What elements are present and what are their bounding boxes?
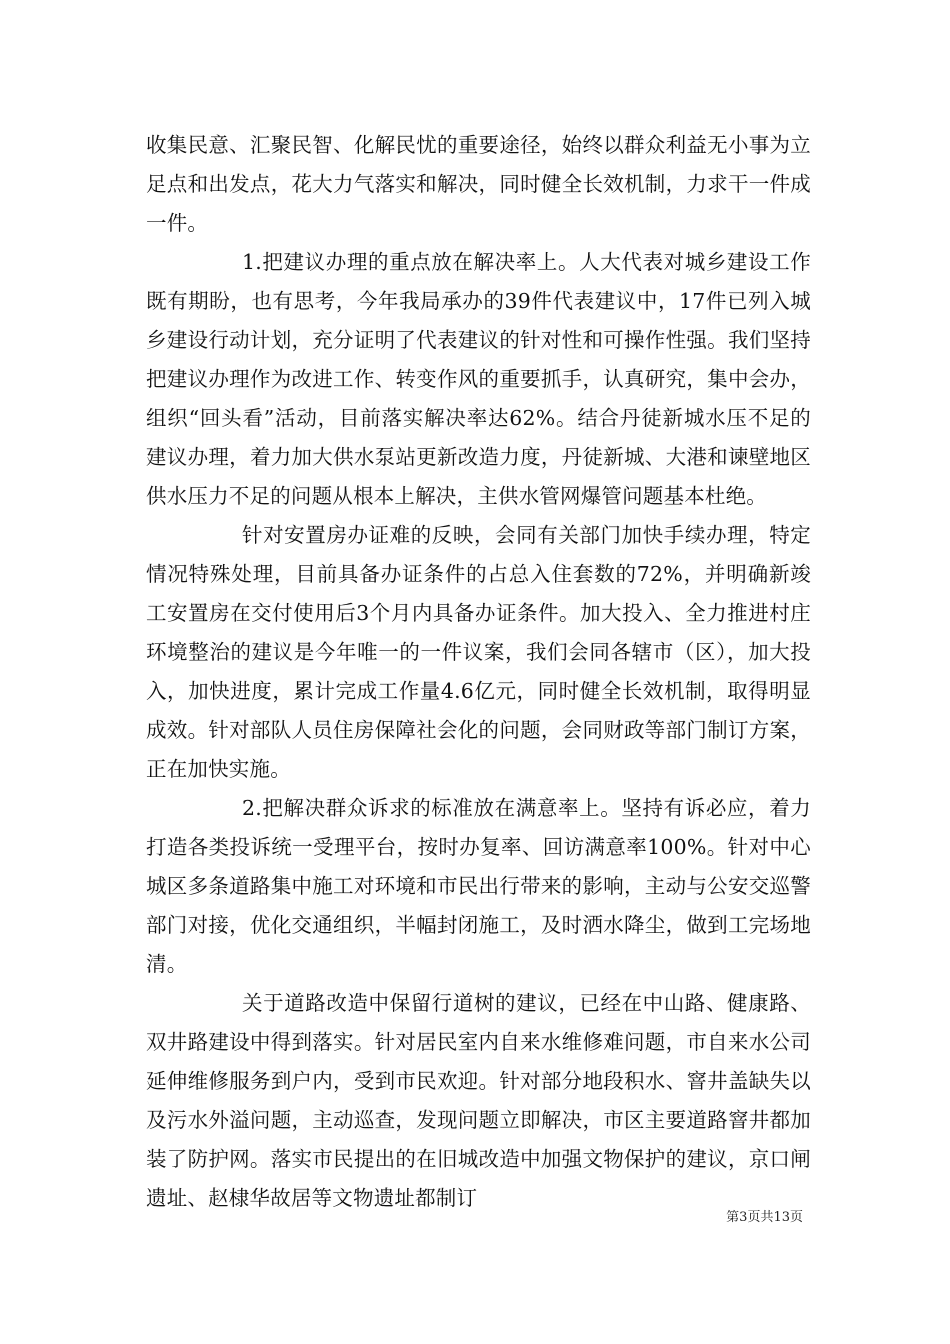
paragraph-continuation: 收集民意、汇聚民智、化解民忧的重要途径，始终以群众利益无小事为立足点和出发点，花大力气落实和解决，同时健全长效机制，力求干一件成一件。 bbox=[146, 133, 811, 235]
paragraph-item-2: 2.把解决群众诉求的标准放在满意率上。坚持有诉必应，着力打造各类投诉统一受理平台，按时办复率、回访满意率100%。针对中心城区多条道路集中施工对环境和市民出行带来的影响，主动与公安交巡警部门对接，优化交通组织，半幅封闭施工，及时洒水降尘，做到工完场地清。 bbox=[146, 796, 811, 976]
paragraph-resettlement: 针对安置房办证难的反映，会同有关部门加快手续办理，特定情况特殊处理，目前具备办证条件的占总入住套数的72%，并明确新竣工安置房在交付使用后3个月内具备办证条件。加大投入、全力推进村庄环境整治的建议是今年唯一的一件议案，我们会同各辖市（区），加大投入，加快进度，累计完成工作量4.6亿元，同时健全长效机制，取得明显成效。针对部队人员住房保障社会化的问题，会同财政等部门制订方案，正在加快实施。 bbox=[146, 523, 811, 781]
page-number-footer: 第3页共13页 bbox=[726, 1210, 803, 1225]
document-body bbox=[146, 126, 811, 1218]
paragraph-road-trees: 关于道路改造中保留行道树的建议，已经在中山路、健康路、双井路建设中得到落实。针对居民室内自来水维修难问题，市自来水公司延伸维修服务到户内，受到市民欢迎。针对部分地段积水、窨井盖缺失以及污水外溢问题，主动巡查，发现问题立即解决，市区主要道路窨井都加装了防护网。落实市民提出的在旧城改造中加强文物保护的建议，京口闸遗址、赵棣华故居等文物遗址都制订 bbox=[146, 991, 811, 1210]
paragraph-item-1: 1.把建议办理的重点放在解决率上。人大代表对城乡建设工作既有期盼，也有思考，今年我局承办的39件代表建议中，17件已列入城乡建设行动计划，充分证明了代表建议的针对性和可操作性强。我们坚持把建议办理作为改进工作、转变作风的重要抓手，认真研究，集中会办，组织“回头看”活动，目前落实解决率达62%。结合丹徒新城水压不足的建议办理，着力加大供水泵站更新改造力度，丹徒新城、大港和谏壁地区供水压力不足的问题从根本上解决，主供水管网爆管问题基本杜绝。 bbox=[146, 250, 811, 508]
